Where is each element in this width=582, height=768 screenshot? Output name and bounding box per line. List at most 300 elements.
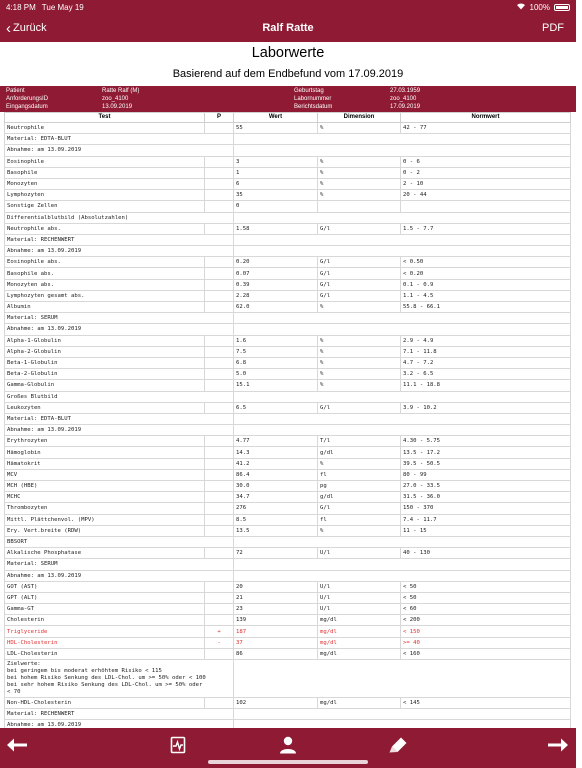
empty-cell xyxy=(234,134,571,145)
test-cell: Lymphozyten xyxy=(5,190,205,201)
navigation-bar xyxy=(0,14,576,42)
unit-cell: % xyxy=(318,156,401,167)
unit-cell: % xyxy=(318,458,401,469)
value-cell: 20 xyxy=(234,581,318,592)
unit-cell xyxy=(318,201,401,212)
value-cell: 6 xyxy=(234,178,318,189)
reference-cell xyxy=(401,201,571,212)
value-cell: 0.07 xyxy=(234,268,318,279)
unit-cell: % xyxy=(318,178,401,189)
info-label: Geburtstag xyxy=(294,88,324,94)
section-cell: Differentialblutbild (Absolutzahlen) xyxy=(5,212,234,223)
value-cell: 72 xyxy=(234,548,318,559)
test-cell: Beta-2-Globulin xyxy=(5,369,205,380)
value-cell: 41.2 xyxy=(234,458,318,469)
unit-cell: % xyxy=(318,346,401,357)
reference-cell: < 60 xyxy=(401,604,571,615)
flag-cell xyxy=(205,436,234,447)
table-section-row xyxy=(5,391,571,402)
chevron-left-icon: ‹ xyxy=(6,19,11,37)
section-cell: Abnahme: am 13.09.2019 xyxy=(5,570,234,581)
value-cell: 35 xyxy=(234,190,318,201)
info-label: Labornummer xyxy=(294,96,332,102)
flag-cell xyxy=(205,268,234,279)
battery-percent: 100% xyxy=(529,2,550,12)
empty-cell xyxy=(234,145,571,156)
arrow-left-icon xyxy=(6,737,28,753)
test-cell: Gamma-Globulin xyxy=(5,380,205,391)
flag-cell: + xyxy=(205,626,234,637)
flag-cell xyxy=(205,447,234,458)
section-cell: Abnahme: am 13.09.2019 xyxy=(5,720,234,731)
unit-cell: % xyxy=(318,380,401,391)
test-cell: Alpha-1-Globulin xyxy=(5,335,205,346)
table-row xyxy=(5,615,571,626)
unit-cell: T/l xyxy=(318,436,401,447)
empty-cell xyxy=(234,313,571,324)
unit-cell: mg/dl xyxy=(318,637,401,648)
info-label: Patient xyxy=(6,88,25,94)
empty-cell xyxy=(234,324,571,335)
flag-cell xyxy=(205,469,234,480)
table-row xyxy=(5,626,571,637)
unit-cell: U/l xyxy=(318,548,401,559)
flag-cell xyxy=(205,167,234,178)
table-row xyxy=(5,436,571,447)
flag-cell xyxy=(205,503,234,514)
flag-cell xyxy=(205,178,234,189)
reference-cell: 3.9 - 10.2 xyxy=(401,402,571,413)
reference-cell: 3.2 - 6.5 xyxy=(401,369,571,380)
value-cell: 15.1 xyxy=(234,380,318,391)
unit-cell: G/l xyxy=(318,257,401,268)
table-row xyxy=(5,123,571,134)
unit-cell: % xyxy=(318,525,401,536)
table-row xyxy=(5,592,571,603)
unit-cell: U/l xyxy=(318,592,401,603)
flag-cell xyxy=(205,525,234,536)
value-cell: 5.0 xyxy=(234,369,318,380)
table-row xyxy=(5,290,571,301)
unit-cell: % xyxy=(318,302,401,313)
document-title: Laborwerte xyxy=(251,45,325,61)
table-row xyxy=(5,346,571,357)
table-row xyxy=(5,447,571,458)
table-row xyxy=(5,178,571,189)
back-label: Zurück xyxy=(13,22,47,34)
flag-cell xyxy=(205,581,234,592)
flag-cell xyxy=(205,615,234,626)
test-cell: MCHC xyxy=(5,492,205,503)
highlighter-icon xyxy=(388,736,408,754)
value-cell: 4.77 xyxy=(234,436,318,447)
info-value: 13.09.2019 xyxy=(102,104,133,110)
lab-values-table xyxy=(4,112,571,743)
table-section-row xyxy=(5,313,571,324)
flag-cell xyxy=(205,369,234,380)
status-date: Tue May 19 xyxy=(41,2,84,12)
table-row xyxy=(5,201,571,212)
test-cell: Triglyceride xyxy=(5,626,205,637)
value-cell: 55 xyxy=(234,123,318,134)
value-cell: 0 xyxy=(234,201,318,212)
value-cell: 6.5 xyxy=(234,402,318,413)
reference-cell: 1.1 - 4.5 xyxy=(401,290,571,301)
table-section-row xyxy=(5,425,571,436)
value-cell: 37 xyxy=(234,637,318,648)
status-time: 4:18 PM xyxy=(6,2,36,12)
reference-cell: < 160 xyxy=(401,648,571,659)
test-cell: Neutrophile abs. xyxy=(5,223,205,234)
table-row xyxy=(5,357,571,368)
reference-cell: 31.5 - 36.0 xyxy=(401,492,571,503)
unit-cell: mg/dl xyxy=(318,615,401,626)
flag-cell xyxy=(205,604,234,615)
table-row xyxy=(5,604,571,615)
value-cell: 30.0 xyxy=(234,481,318,492)
back-arrow-button[interactable] xyxy=(4,733,30,757)
test-cell: Thrombozyten xyxy=(5,503,205,514)
unit-cell: g/dl xyxy=(318,492,401,503)
reference-cell: 0.1 - 0.9 xyxy=(401,279,571,290)
flag-cell xyxy=(205,514,234,525)
unit-cell: U/l xyxy=(318,581,401,592)
lab-chart-icon xyxy=(170,736,186,754)
test-cell: MCH (HBE) xyxy=(5,481,205,492)
test-cell: GOT (AST) xyxy=(5,581,205,592)
value-cell: 2.28 xyxy=(234,290,318,301)
section-cell: Material: SERUM xyxy=(5,559,234,570)
empty-cell xyxy=(234,234,571,245)
flag-cell xyxy=(205,548,234,559)
flag-cell xyxy=(205,592,234,603)
flag-cell xyxy=(205,492,234,503)
table-row xyxy=(5,335,571,346)
unit-cell: pg xyxy=(318,481,401,492)
section-cell: Material: RECHENWERT xyxy=(5,709,234,720)
test-cell: Neutrophile xyxy=(5,123,205,134)
value-cell: 23 xyxy=(234,604,318,615)
table-row xyxy=(5,257,571,268)
table-row xyxy=(5,279,571,290)
reference-cell: < 145 xyxy=(401,698,571,709)
test-cell: Hämatokrit xyxy=(5,458,205,469)
value-cell: 86 xyxy=(234,648,318,659)
test-cell: Erythrozyten xyxy=(5,436,205,447)
table-row xyxy=(5,268,571,279)
value-cell: 1.6 xyxy=(234,335,318,346)
reference-cell: < 0.20 xyxy=(401,268,571,279)
flag-cell xyxy=(205,402,234,413)
section-cell: Abnahme: am 13.09.2019 xyxy=(5,246,234,257)
patient-info xyxy=(0,86,576,112)
nav-title: Ralf Ratte xyxy=(262,22,314,34)
table-section-row xyxy=(5,413,571,424)
unit-cell: % xyxy=(318,167,401,178)
flag-cell xyxy=(205,698,234,709)
flag-cell xyxy=(205,335,234,346)
back-button[interactable] xyxy=(6,21,47,36)
reference-cell: 39.5 - 50.5 xyxy=(401,458,571,469)
table-section-row xyxy=(5,234,571,245)
flag-cell xyxy=(205,279,234,290)
status-bar xyxy=(0,0,576,14)
unit-cell: fl xyxy=(318,514,401,525)
table-section-row xyxy=(5,559,571,570)
table-row xyxy=(5,402,571,413)
flag-cell: - xyxy=(205,637,234,648)
table-row xyxy=(5,492,571,503)
empty-cell xyxy=(234,709,571,720)
reference-cell: 40 - 130 xyxy=(401,548,571,559)
info-value: 27.03.1959 xyxy=(390,88,421,94)
arrow-right-icon xyxy=(547,737,569,753)
test-cell: Cholesterin xyxy=(5,615,205,626)
unit-cell: U/l xyxy=(318,604,401,615)
test-cell: Sonstige Zellen xyxy=(5,201,205,212)
reference-cell: 42 - 77 xyxy=(401,123,571,134)
value-cell: 187 xyxy=(234,626,318,637)
test-cell: Eosinophile abs. xyxy=(5,257,205,268)
flag-cell xyxy=(205,201,234,212)
section-cell: Material: EDTA-BLUT xyxy=(5,134,234,145)
test-cell: HDL-Cholesterin xyxy=(5,637,205,648)
empty-cell xyxy=(234,559,571,570)
test-cell: Alkalische Phosphatase xyxy=(5,548,205,559)
info-value: zoo_4100 xyxy=(390,96,417,102)
test-cell: Albumin xyxy=(5,302,205,313)
value-cell: 276 xyxy=(234,503,318,514)
reference-cell: 13.5 - 17.2 xyxy=(401,447,571,458)
reference-cell: 1.5 - 7.7 xyxy=(401,223,571,234)
table-section-row xyxy=(5,212,571,223)
test-cell: Leukozyten xyxy=(5,402,205,413)
value-cell: 1.58 xyxy=(234,223,318,234)
value-cell: 102 xyxy=(234,698,318,709)
unit-cell: mg/dl xyxy=(318,648,401,659)
reference-cell: >= 40 xyxy=(401,637,571,648)
empty-cell xyxy=(234,536,571,547)
flag-cell xyxy=(205,481,234,492)
empty-cell xyxy=(234,212,571,223)
unit-cell: G/l xyxy=(318,223,401,234)
lab-report-document[interactable] xyxy=(0,42,576,728)
table-row xyxy=(5,302,571,313)
table-row xyxy=(5,380,571,391)
table-row xyxy=(5,156,571,167)
test-cell: Hämoglobin xyxy=(5,447,205,458)
empty-cell xyxy=(234,246,571,257)
table-row xyxy=(5,514,571,525)
battery-icon xyxy=(554,4,570,11)
test-cell: Monozyten abs. xyxy=(5,279,205,290)
value-cell: 86.4 xyxy=(234,469,318,480)
wifi-icon xyxy=(516,2,526,12)
table-section-row xyxy=(5,570,571,581)
note-cell: Zielwerte: bei geringem bis moderat erhöhtem Risiko < 115 bei hohem Risiko Senkung des LDL-Chol. um >= 50% oder < 100 bei sehr hohem Risiko Senkung des LDL-Chol. um >= 50% oder < 70 xyxy=(5,660,234,698)
pdf-button[interactable]: PDF xyxy=(542,22,564,34)
value-cell: 13.5 xyxy=(234,525,318,536)
unit-cell: G/l xyxy=(318,503,401,514)
annotate-button[interactable] xyxy=(385,733,411,757)
table-row xyxy=(5,581,571,592)
table-row xyxy=(5,648,571,659)
reference-cell: 27.0 - 33.5 xyxy=(401,481,571,492)
flag-cell xyxy=(205,458,234,469)
test-cell: Mittl. Plättchenvol. (MPV) xyxy=(5,514,205,525)
info-value: zoo_4100 xyxy=(102,96,129,102)
unit-cell: % xyxy=(318,190,401,201)
table-header-row xyxy=(5,113,571,123)
test-cell: LDL-Cholesterin xyxy=(5,648,205,659)
table-row xyxy=(5,458,571,469)
table-section-row xyxy=(5,134,571,145)
test-cell: MCV xyxy=(5,469,205,480)
document-subtitle: Basierend auf dem Endbefund vom 17.09.2019 xyxy=(172,68,404,80)
value-cell: 0.20 xyxy=(234,257,318,268)
table-row xyxy=(5,190,571,201)
flag-cell xyxy=(205,257,234,268)
flag-cell xyxy=(205,123,234,134)
table-row xyxy=(5,167,571,178)
reference-cell: 0 - 2 xyxy=(401,167,571,178)
section-cell: Material: SERUM xyxy=(5,313,234,324)
reference-cell: 2 - 10 xyxy=(401,178,571,189)
test-cell: Basophile abs. xyxy=(5,268,205,279)
unit-cell: % xyxy=(318,123,401,134)
info-label: Berichtsdatum xyxy=(294,104,333,110)
section-cell: Großes Blutbild xyxy=(5,391,234,402)
table-row xyxy=(5,637,571,648)
unit-cell: G/l xyxy=(318,268,401,279)
person-icon xyxy=(279,736,297,754)
test-cell: Gamma-GT xyxy=(5,604,205,615)
flag-cell xyxy=(205,648,234,659)
section-cell: Material: RECHENWERT xyxy=(5,234,234,245)
empty-cell xyxy=(234,425,571,436)
value-cell: 14.3 xyxy=(234,447,318,458)
flag-cell xyxy=(205,190,234,201)
unit-cell: G/l xyxy=(318,279,401,290)
unit-cell: % xyxy=(318,335,401,346)
test-cell: Lymphozyten gesamt abs. xyxy=(5,290,205,301)
section-cell: Material: EDTA-BLUT xyxy=(5,413,234,424)
test-cell: Alpha-2-Globulin xyxy=(5,346,205,357)
reference-cell: 150 - 370 xyxy=(401,503,571,514)
flag-cell xyxy=(205,357,234,368)
section-cell: Abnahme: am 13.09.2019 xyxy=(5,145,234,156)
flag-cell xyxy=(205,156,234,167)
test-cell: Ery. Vert.breite (RDW) xyxy=(5,525,205,536)
flag-cell xyxy=(205,290,234,301)
empty-cell xyxy=(234,413,571,424)
table-section-row xyxy=(5,246,571,257)
reference-cell: 7.4 - 11.7 xyxy=(401,514,571,525)
unit-cell: G/l xyxy=(318,402,401,413)
test-cell: Non-HDL-Cholesterin xyxy=(5,698,205,709)
column-header: Test xyxy=(5,113,205,123)
value-cell: 34.7 xyxy=(234,492,318,503)
info-label: AnforderungsID xyxy=(6,96,49,102)
table-section-row xyxy=(5,145,571,156)
table-section-row xyxy=(5,660,571,698)
section-cell: Abnahme: am 13.09.2019 xyxy=(5,324,234,335)
test-cell: Eosinophile xyxy=(5,156,205,167)
table-row xyxy=(5,503,571,514)
unit-cell: G/l xyxy=(318,290,401,301)
section-cell: Abnahme: am 13.09.2019 xyxy=(5,425,234,436)
test-cell: Monozyten xyxy=(5,178,205,189)
value-cell: 8.5 xyxy=(234,514,318,525)
column-header: Dimension xyxy=(318,113,401,123)
table-section-row xyxy=(5,324,571,335)
reference-cell: 0 - 6 xyxy=(401,156,571,167)
empty-cell xyxy=(234,570,571,581)
reference-cell: < 50 xyxy=(401,592,571,603)
reference-cell: 20 - 44 xyxy=(401,190,571,201)
table-row xyxy=(5,698,571,709)
flag-cell xyxy=(205,302,234,313)
patient-button[interactable] xyxy=(275,733,301,757)
reference-cell: 2.9 - 4.9 xyxy=(401,335,571,346)
unit-cell: g/dl xyxy=(318,447,401,458)
reference-cell: 55.8 - 66.1 xyxy=(401,302,571,313)
table-row xyxy=(5,525,571,536)
reference-cell: 4.30 - 5.75 xyxy=(401,436,571,447)
column-header: Normwert xyxy=(401,113,571,123)
value-cell: 3 xyxy=(234,156,318,167)
table-section-row xyxy=(5,536,571,547)
reference-cell: < 200 xyxy=(401,615,571,626)
table-section-row xyxy=(5,709,571,720)
empty-cell xyxy=(234,660,571,698)
value-cell: 0.39 xyxy=(234,279,318,290)
reference-cell: < 150 xyxy=(401,626,571,637)
value-cell: 62.0 xyxy=(234,302,318,313)
table-row xyxy=(5,223,571,234)
reference-cell: 4.7 - 7.2 xyxy=(401,357,571,368)
value-cell: 7.5 xyxy=(234,346,318,357)
reference-cell: < 50 xyxy=(401,581,571,592)
unit-cell: % xyxy=(318,369,401,380)
reference-cell: 11.1 - 18.8 xyxy=(401,380,571,391)
value-cell: 6.8 xyxy=(234,357,318,368)
reference-cell: 80 - 99 xyxy=(401,469,571,480)
unit-cell: % xyxy=(318,357,401,368)
lab-report-button[interactable] xyxy=(165,733,191,757)
reference-cell: < 0.50 xyxy=(401,257,571,268)
table-row xyxy=(5,369,571,380)
info-label: Eingangsdatum xyxy=(6,104,48,110)
table-row xyxy=(5,481,571,492)
table-row xyxy=(5,548,571,559)
home-indicator xyxy=(208,760,368,764)
flag-cell xyxy=(205,380,234,391)
reference-cell: 11 - 15 xyxy=(401,525,571,536)
unit-cell: mg/dl xyxy=(318,698,401,709)
test-cell: Basophile xyxy=(5,167,205,178)
unit-cell: mg/dl xyxy=(318,626,401,637)
forward-arrow-button[interactable] xyxy=(545,733,571,757)
value-cell: 21 xyxy=(234,592,318,603)
empty-cell xyxy=(234,391,571,402)
value-cell: 139 xyxy=(234,615,318,626)
column-header: Wert xyxy=(234,113,318,123)
column-header: P xyxy=(205,113,234,123)
test-cell: GPT (ALT) xyxy=(5,592,205,603)
info-value: 17.09.2019 xyxy=(390,104,421,110)
reference-cell: 7.1 - 11.8 xyxy=(401,346,571,357)
